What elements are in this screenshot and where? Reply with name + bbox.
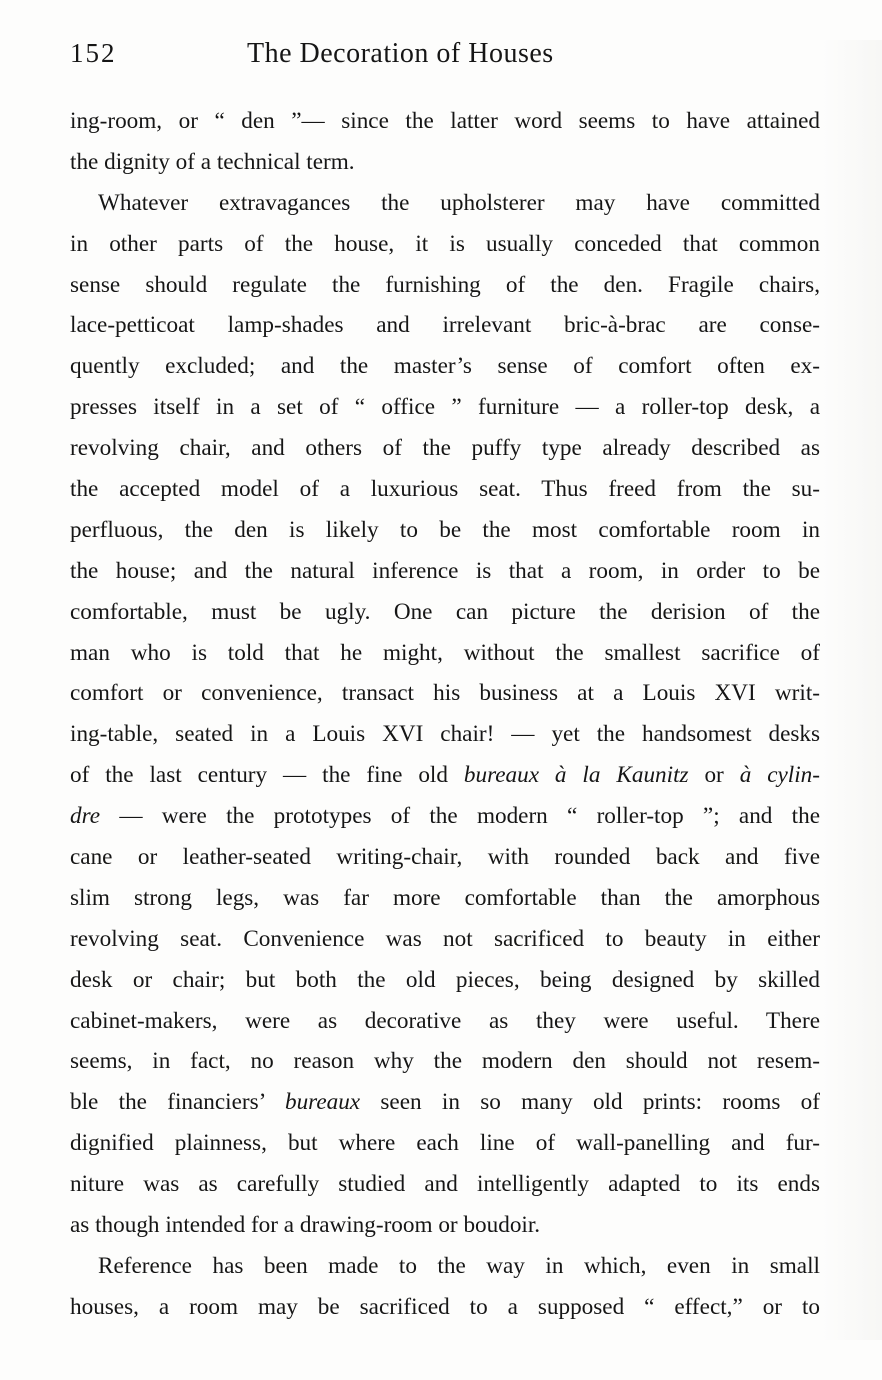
text-line: Whatever extravagances the upholsterer may have committed (98, 189, 820, 216)
text-line: the dignity of a technical term. (70, 148, 355, 175)
page-number: 152 (70, 38, 117, 68)
text-line: revolving seat. Convenience was not sacrificed to beauty in either (70, 925, 820, 952)
text-line: ing-table, seated in a Louis XVI chair! — yet the handsomest desks (70, 721, 820, 748)
page-header (70, 38, 820, 78)
text-line: sense should regulate the furnishing of the den. Fragile chairs, (70, 271, 820, 298)
text-segment: — were the prototypes of the modern “ roller-top ”; and the (100, 803, 820, 830)
text-line: cabinet-makers, were as decorative as they were useful. There (70, 1007, 820, 1034)
text-line (70, 796, 820, 837)
text-line: dignified plainness, but where each line of wall-panelling and fur- (70, 1130, 820, 1157)
text-line: lace-petticoat lamp-shades and irrelevant bric-à-brac are conse- (70, 312, 820, 339)
text-line: in other parts of the house, it is usually conceded that common (70, 230, 820, 257)
text-line: man who is told that he might, without the smallest sacrifice of (70, 639, 820, 666)
text-line: ing-room, or “ den ”— since the latter word seems to have attained (70, 108, 820, 134)
text-line: as though intended for a drawing-room or boudoir. (70, 1212, 541, 1239)
text-line: niture was as carefully studied and intelligently adapted to its ends (70, 1171, 820, 1198)
text-line: cane or leather-seated writing-chair, with rounded back and five (70, 844, 820, 871)
italic-phrase: dre (70, 803, 101, 830)
text-line: the accepted model of a luxurious seat. Thus freed from the su- (70, 476, 820, 503)
text-line (70, 755, 820, 796)
text-segment: of the last century — the fine old (70, 762, 464, 789)
text-line: revolving chair, and others of the puffy type already described as (70, 435, 820, 462)
text-line: presses itself in a set of “ office ” furniture — a roller-top desk, a (70, 394, 820, 421)
text-line: desk or chair; but both the old pieces, being designed by skilled (70, 966, 820, 993)
text-line: quently excluded; and the master’s sense of comfort often ex- (70, 353, 820, 380)
text-line: slim strong legs, was far more comfortable than the amorphous (70, 884, 820, 911)
italic-phrase: bureaux à la Kaunitz (463, 762, 689, 789)
text-segment: or (688, 762, 740, 789)
text-line: the house; and the natural inference is that a room, in order to be (70, 557, 820, 584)
show-through-shading (822, 40, 882, 1340)
text-line: houses, a room may be sacrificed to a supposed “ effect,” or to (70, 1293, 820, 1320)
italic-phrase: bureaux (284, 1089, 361, 1116)
text-line: comfortable, must be ugly. One can picture the derision of the (70, 598, 820, 625)
text-line (70, 1082, 820, 1123)
body-text (70, 101, 820, 1328)
text-line: seems, in fact, no reason why the modern den should not resem- (70, 1048, 820, 1075)
text-line: comfort or convenience, transact his business at a Louis XVI writ- (70, 680, 820, 707)
italic-phrase: à cylin- (739, 762, 820, 789)
text-segment: ble the financiers’ (70, 1089, 285, 1116)
text-line: perfluous, the den is likely to be the most comfortable room in (70, 516, 820, 543)
text-segment: seen in so many old prints: rooms of (360, 1089, 821, 1116)
running-title: The Decoration of Houses (247, 38, 554, 69)
text-line: Reference has been made to the way in which, even in small (98, 1252, 820, 1279)
